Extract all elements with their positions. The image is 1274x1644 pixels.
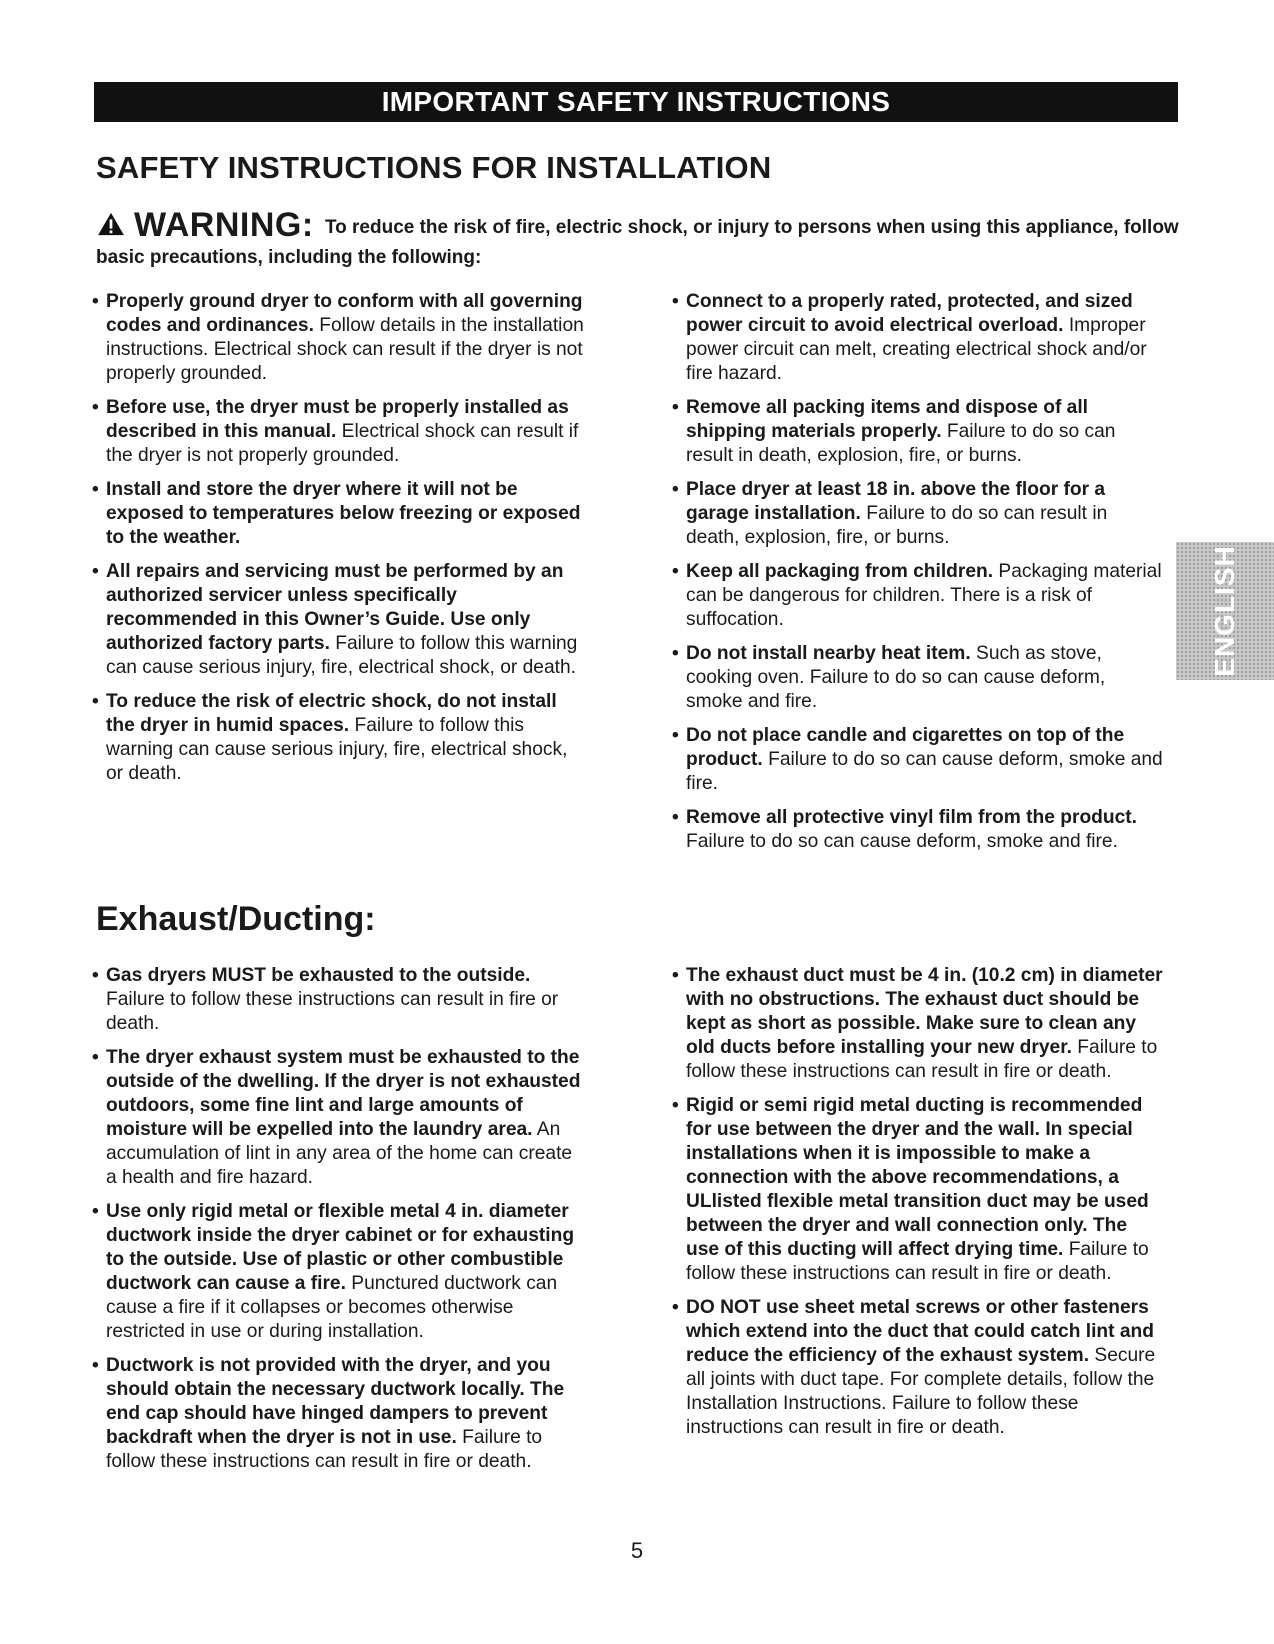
list-item: • Place dryer at least 18 in. above the floor for a garage installation. Failure to do so can result in death, explosion, fire, or burns.	[672, 478, 1164, 550]
list-item: • The exhaust duct must be 4 in. (10.2 cm) in diameter with no obstructions. The exhaust duct should be kept as short as possible. Make sure to clean any old ducts before installing your new dryer. Failure to follow these instructions can result in fire or death.	[672, 964, 1164, 1084]
warning-triangle-icon	[96, 212, 126, 236]
exhaust-title: Exhaust/Ducting:	[96, 900, 376, 938]
list-item: • DO NOT use sheet metal screws or other fasteners which extend into the duct that could catch lint and reduce the efficiency of the exhaust system. Secure all joints with duct tape. For complete details, follow the Installation Instructions. Failure to follow these instructions can result in fire or death.	[672, 1296, 1164, 1440]
list-item: • Connect to a properly rated, protected, and sized power circuit to avoid electrical overload. Improper power circuit can melt, creating electrical shock and/or fire hazard.	[672, 290, 1164, 386]
list-item: • To reduce the risk of electric shock, do not install the dryer in humid spaces. Failure to follow this warning can cause serious injury, fire, electrical shock, or death.	[92, 690, 584, 786]
list-item: • Remove all packing items and dispose of all shipping materials properly. Failure to do so can result in death, explosion, fire, or burns.	[672, 396, 1164, 468]
warning-text: To reduce the risk of fire, electric shock, or injury to persons when using this appliance, follow basic precautions, including the following:	[96, 217, 1179, 268]
exhaust-right-list	[672, 964, 1164, 1450]
list-item: • Do not install nearby heat item. Such as stove, cooking oven. Failure to do so can cause deform, smoke and fire.	[672, 642, 1164, 714]
warning-statement	[96, 206, 1180, 273]
list-item: • Properly ground dryer to conform with all governing codes and ordinances. Follow details in the installation instructions. Electrical shock can result if the dryer is not properly grounded.	[92, 290, 584, 386]
exhaust-left-list	[92, 964, 584, 1484]
side-tab-label: ENGLISH	[1209, 545, 1240, 677]
list-item: • Before use, the dryer must be properly installed as described in this manual. Electrical shock can result if the dryer is not properly grounded.	[92, 396, 584, 468]
warning-label: WARNING:	[134, 206, 314, 244]
installation-right-list	[672, 290, 1164, 864]
list-item: • Install and store the dryer where it will not be exposed to temperatures below freezing or exposed to the weather.	[92, 478, 584, 550]
list-item: • The dryer exhaust system must be exhausted to the outside of the dwelling. If the dryer is not exhausted outdoors, some fine lint and large amounts of moisture will be expelled into the laundry area. An accumulation of lint in any area of the home can create a health and fire hazard.	[92, 1046, 584, 1190]
list-item: • Use only rigid metal or flexible metal 4 in. diameter ductwork inside the dryer cabinet or for exhausting to the outside. Use of plastic or other combustible ductwork can cause a fire. Punctured ductwork can cause a fire if it collapses or becomes otherwise restricted in use or during installation.	[92, 1200, 584, 1344]
list-item: • Ductwork is not provided with the dryer, and you should obtain the necessary ductwork locally. The end cap should have hinged dampers to prevent backdraft when the dryer is not in use. Failure to follow these instructions can result in fire or death.	[92, 1354, 584, 1474]
list-item: • Keep all packaging from children. Packaging material can be dangerous for children. There is a risk of suffocation.	[672, 560, 1164, 632]
section-banner: IMPORTANT SAFETY INSTRUCTIONS	[94, 82, 1178, 122]
list-item: • Do not place candle and cigarettes on top of the product. Failure to do so can cause deform, smoke and fire.	[672, 724, 1164, 796]
installation-left-list	[92, 290, 584, 796]
page-number: 5	[630, 1538, 644, 1563]
list-item: • Gas dryers MUST be exhausted to the outside. Failure to follow these instructions can result in fire or death.	[92, 964, 584, 1036]
list-item: • Remove all protective vinyl film from the product. Failure to do so can cause deform, smoke and fire.	[672, 806, 1164, 854]
list-item: • Rigid or semi rigid metal ducting is recommended for use between the dryer and the wall. In special installations when it is impossible to make a connection with the above recommendations, a ULlisted flexible metal transition duct may be used between the dryer and wall connection only. The use of this ducting will affect drying time. Failure to follow these instructions can result in fire or death.	[672, 1094, 1164, 1286]
list-item: • All repairs and servicing must be performed by an authorized servicer unless specifically recommended in this Owner’s Guide. Use only authorized factory parts. Failure to follow this warning can cause serious injury, fire, electrical shock, or death.	[92, 560, 584, 680]
language-side-tab	[1176, 542, 1274, 680]
installation-title: SAFETY INSTRUCTIONS FOR INSTALLATION	[96, 150, 772, 185]
